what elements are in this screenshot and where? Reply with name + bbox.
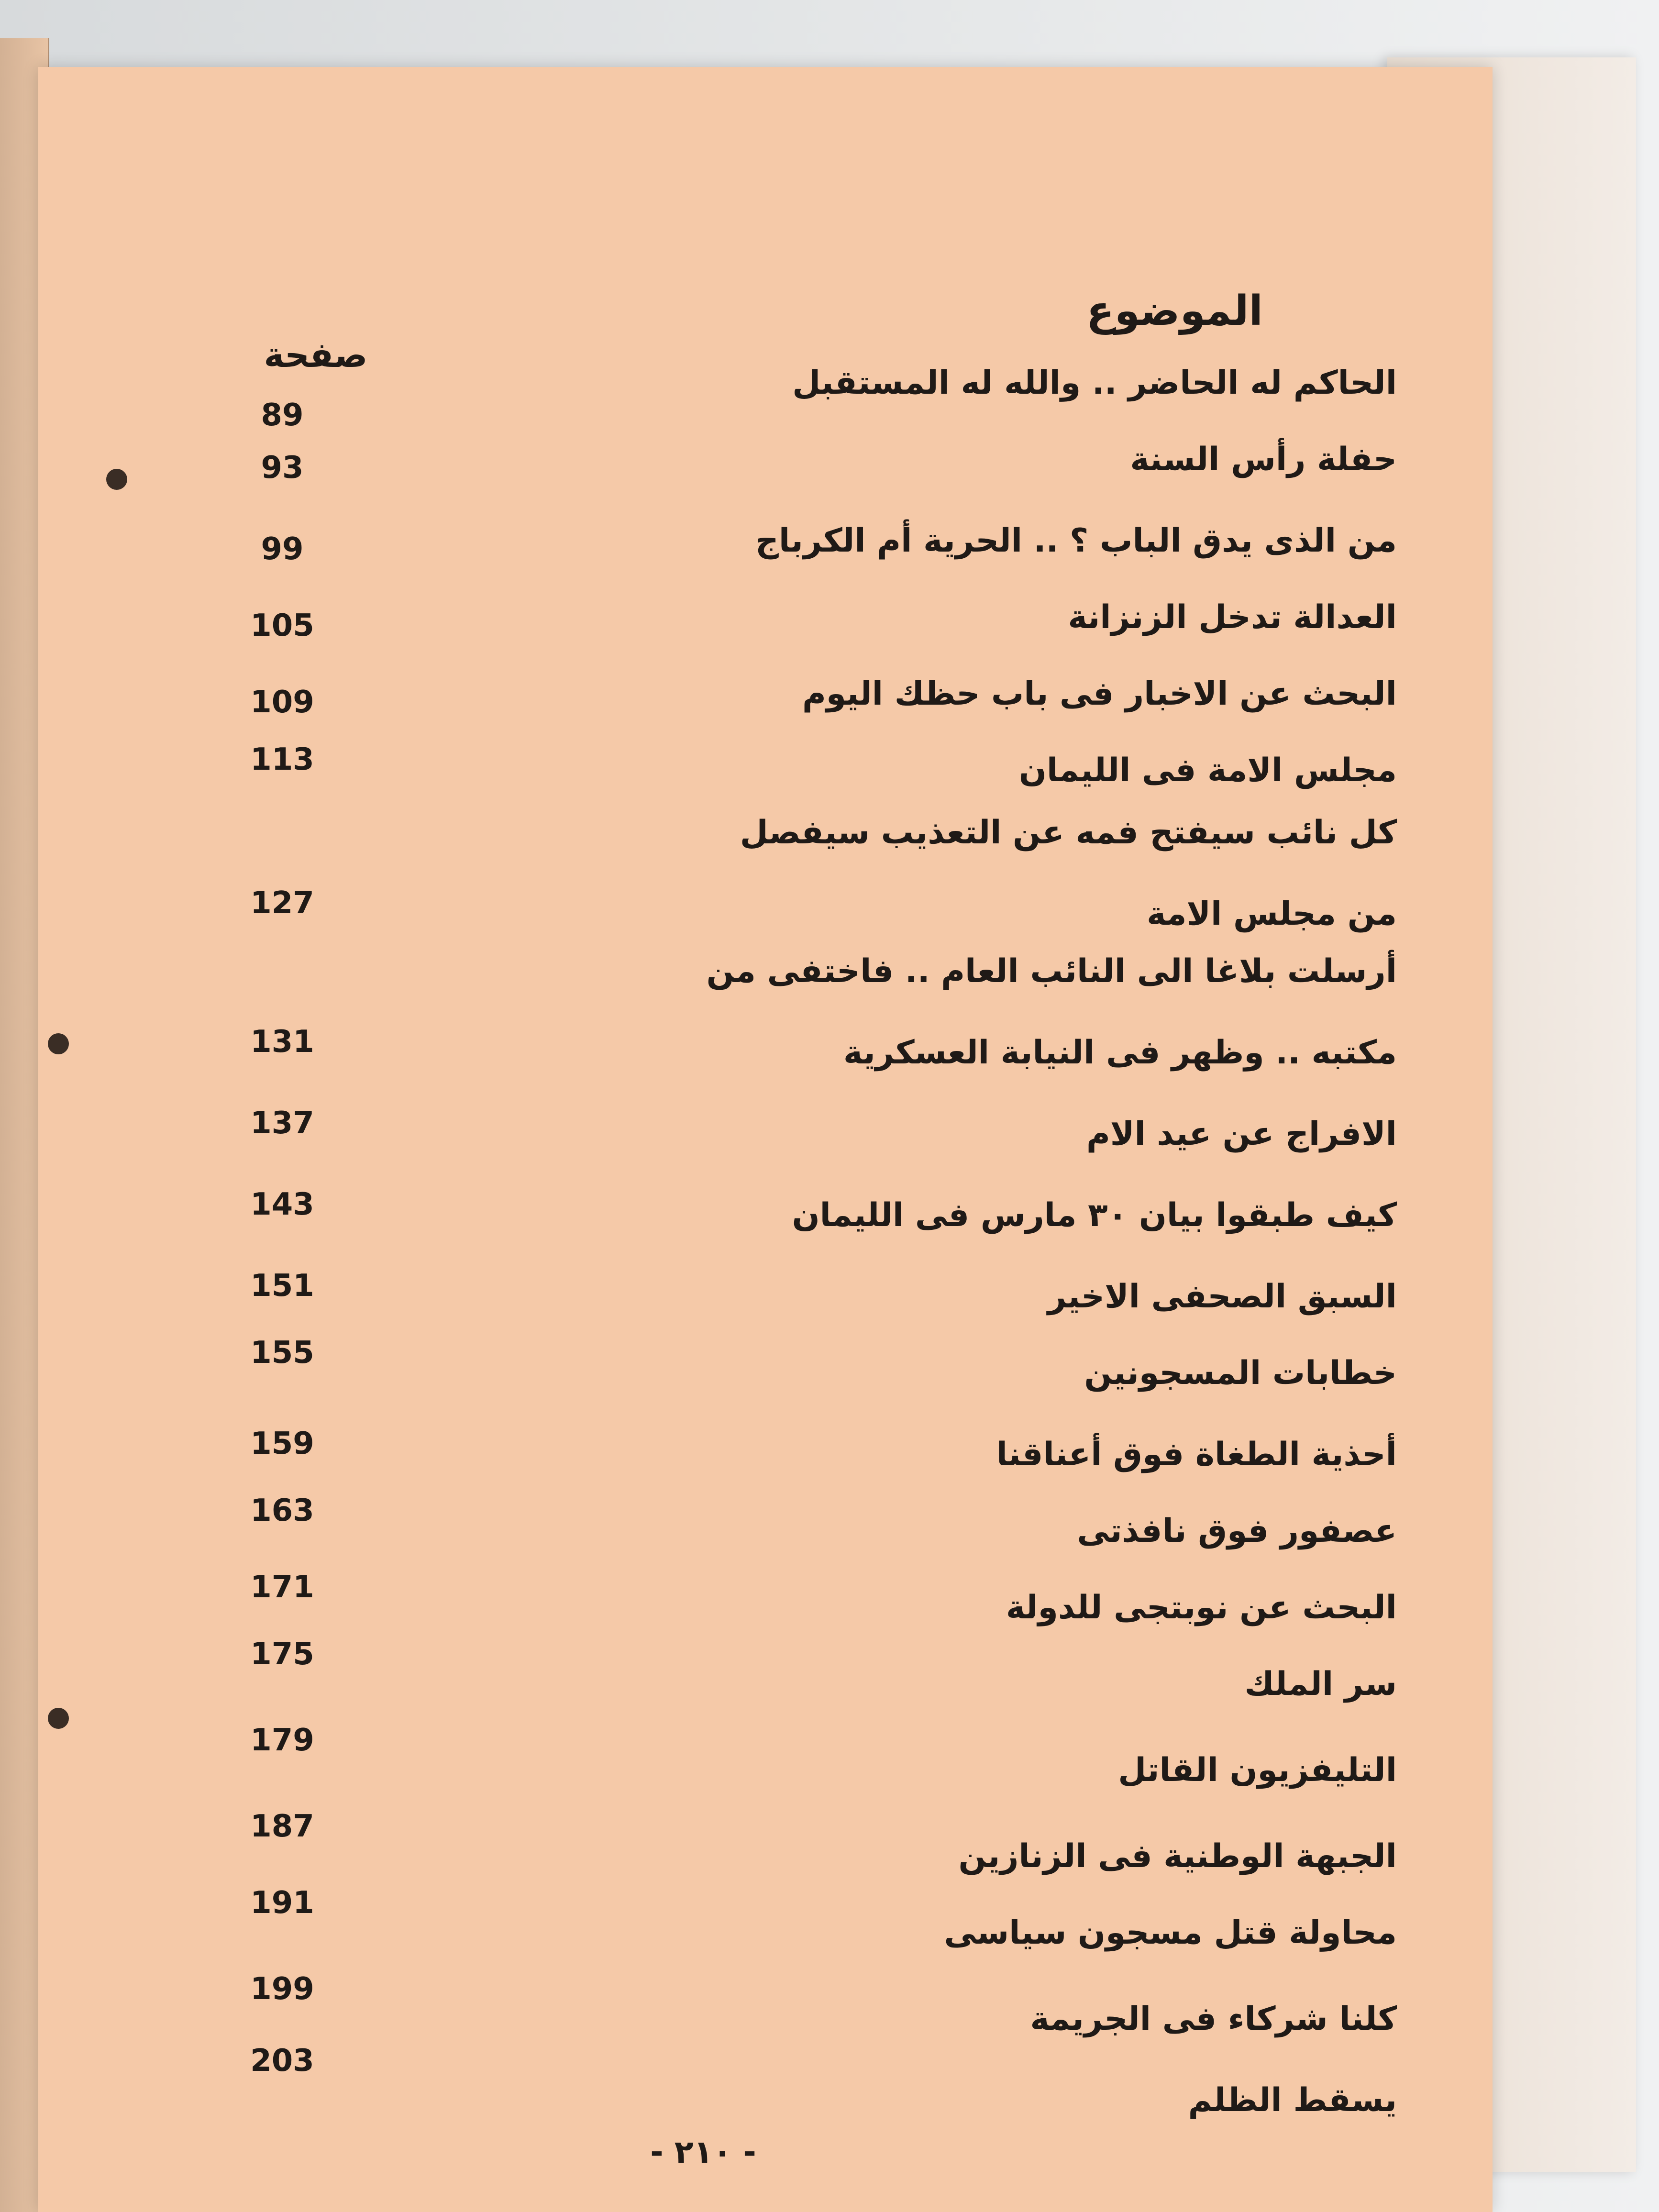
toc-row-page: 179 [250,1723,314,1758]
toc-row-title: الافراج عن عيد الام [1086,1115,1397,1153]
toc-row-page: 163 [250,1493,314,1528]
toc-row [201,675,1397,732]
toc-row-page: 175 [250,1637,314,1672]
toc-row-page: 105 [250,608,314,643]
toc-row [201,1106,1397,1172]
page-number-footer: - ٢١٠ - [650,2134,756,2170]
toc-row [201,1024,1397,1091]
toc-row-page: 127 [250,885,314,921]
toc-row-title: السبق الصحفى الاخير [1047,1278,1397,1316]
toc-row [201,1723,1397,1808]
toc-row-page: 199 [250,1971,314,2007]
toc-row [201,1885,1397,1971]
toc-row-title: سر الملك [1244,1665,1397,1703]
toc-row-page: 93 [261,450,304,486]
toc-row [201,813,1397,871]
toc-row-title: كيف طبقوا بيان ٣٠ مارس فى الليمان [792,1196,1397,1234]
toc-row-title: التليفزيون القاتل [1118,1751,1397,1789]
toc-row [201,1187,1397,1253]
toc-row-title: أرسلت بلاغا الى النائب العام .. فاختفى من [706,952,1397,990]
toc-row-page: 143 [250,1187,314,1222]
toc-row [201,1637,1397,1722]
binding-hole-icon [48,1708,69,1729]
toc-row-page: 159 [250,1426,314,1461]
topic-column-header: الموضوع [1086,287,1263,335]
binding-hole-icon [106,469,127,490]
toc-row [201,742,1397,808]
toc-row-page: 187 [250,1809,314,1844]
toc-row [201,598,1397,655]
toc-row [201,1971,1397,2057]
toc-row [201,952,1397,1009]
toc-row-title: من مجلس الامة [1147,895,1397,933]
toc-row-page: 191 [250,1885,314,1921]
toc-row-title: العدالة تدخل الزنزانة [1068,598,1397,636]
toc-row [201,1809,1397,1894]
toc-row-page: 137 [250,1106,314,1141]
toc-row [201,1570,1397,1646]
table-of-contents [201,268,1426,2162]
toc-row [201,521,1397,579]
toc-row-title: أحذية الطغاة فوق أعناقنا [996,1436,1397,1473]
toc-row-title: مكتبه .. وظهر فى النيابة العسكرية [843,1034,1397,1072]
toc-row-title: محاولة قتل مسجون سياسى [944,1914,1397,1952]
toc-row-title: البحث عن الاخبار فى باب حظك اليوم [802,675,1397,713]
toc-row [201,364,1397,433]
toc-row-title: الحاكم له الحاضر .. والله له المستقبل [792,364,1397,402]
page-column-header: صفحة [264,335,368,375]
toc-row [201,1426,1397,1493]
toc-row [201,2043,1397,2138]
toc-row-title: حفلة رأس السنة [1130,441,1397,478]
toc-row-page: 113 [250,742,314,777]
toc-row-page: 171 [250,1570,314,1605]
binding-hole-icon [48,1033,69,1054]
toc-row-title: كل نائب سيفتح فمه عن التعذيب سيفصل [740,814,1397,852]
toc-row [201,1335,1397,1411]
toc-row [201,440,1397,498]
toc-row-title: يسقط الظلم [1188,2081,1397,2119]
toc-row-title: مجلس الامة فى الليمان [1018,752,1397,789]
toc-row-title: البحث عن نوبتجى للدولة [1006,1589,1397,1626]
toc-row-page: 99 [261,531,304,567]
toc-row-title: الجبهة الوطنية فى الزنازين [958,1837,1397,1875]
toc-row-page: 89 [261,398,304,433]
book-page [38,67,1493,2212]
toc-row-page: 109 [250,685,314,720]
toc-row-title: كلنا شركاء فى الجريمة [1030,2000,1397,2038]
toc-row [201,1493,1397,1569]
toc-row-title: خطابات المسجونين [1084,1354,1397,1392]
toc-row-page: 155 [250,1335,314,1371]
toc-row-page: 151 [250,1268,314,1304]
toc-row-title: عصفور فوق نافذتى [1077,1512,1397,1550]
toc-row-page: 203 [250,2043,314,2079]
toc-row-title: من الذى يدق الباب ؟ .. الحرية أم الكرباج [755,522,1397,560]
toc-row-page: 131 [250,1024,314,1060]
toc-row [201,1268,1397,1335]
toc-row [201,885,1397,952]
